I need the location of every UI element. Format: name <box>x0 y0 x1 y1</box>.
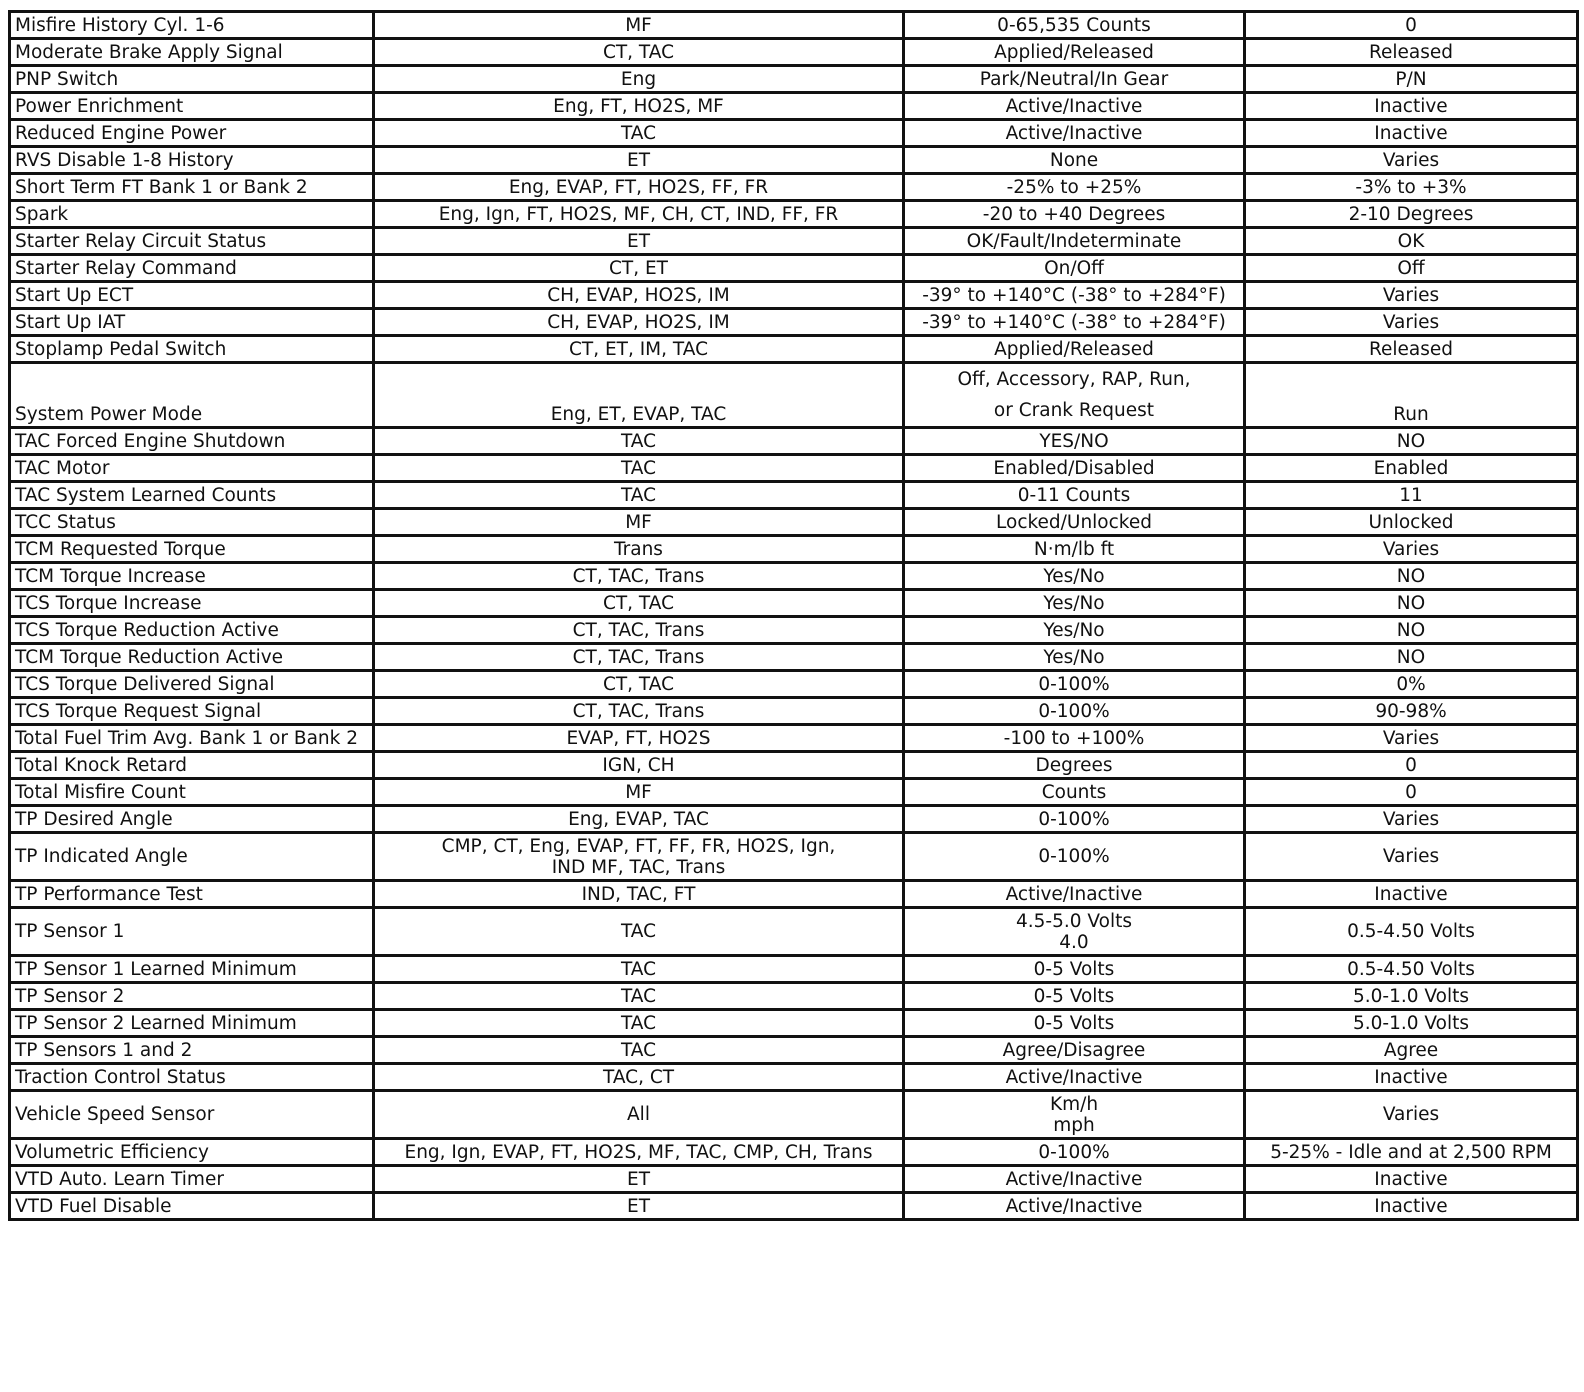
typical-value-cell: Run <box>1245 363 1578 428</box>
parameter-cell: Spark <box>10 201 374 228</box>
table-row <box>10 908 1578 956</box>
typical-value-cell: OK <box>1245 228 1578 255</box>
parameter-cell: RVS Disable 1-8 History <box>10 147 374 174</box>
data-list-cell: Eng, Ign, FT, HO2S, MF, CH, CT, IND, FF, FR <box>374 201 904 228</box>
parameter-cell: Traction Control Status <box>10 1064 374 1091</box>
units-cell: -25% to +25% <box>904 174 1245 201</box>
parameter-cell: Start Up ECT <box>10 282 374 309</box>
table-row <box>10 1064 1578 1091</box>
data-list-cell: Eng, Ign, EVAP, FT, HO2S, MF, TAC, CMP, CH, Trans <box>374 1139 904 1166</box>
typical-value-cell: Varies <box>1245 309 1578 336</box>
parameter-cell: VTD Auto. Learn Timer <box>10 1166 374 1193</box>
parameter-cell: VTD Fuel Disable <box>10 1193 374 1220</box>
parameter-cell: TCS Torque Delivered Signal <box>10 671 374 698</box>
typical-value-cell: 2-10 Degrees <box>1245 201 1578 228</box>
typical-value-cell: P/N <box>1245 66 1578 93</box>
data-list-cell: MF <box>374 12 904 39</box>
data-list-cell: TAC <box>374 428 904 455</box>
parameter-cell: Total Misfire Count <box>10 779 374 806</box>
table-body <box>10 12 1578 1220</box>
table-row <box>10 644 1578 671</box>
table-row <box>10 536 1578 563</box>
parameter-cell: TCM Requested Torque <box>10 536 374 563</box>
units-cell: 0-65,535 Counts <box>904 12 1245 39</box>
data-list-cell: Eng, FT, HO2S, MF <box>374 93 904 120</box>
data-list-cell: ET <box>374 1193 904 1220</box>
data-list-cell: Eng, EVAP, FT, HO2S, FF, FR <box>374 174 904 201</box>
data-list-cell: CT, TAC, Trans <box>374 563 904 590</box>
table-row <box>10 93 1578 120</box>
parameter-cell: TAC System Learned Counts <box>10 482 374 509</box>
table-row <box>10 12 1578 39</box>
typical-value-cell: 0 <box>1245 12 1578 39</box>
data-list-cell: IGN, CH <box>374 752 904 779</box>
data-list-cell: TAC <box>374 482 904 509</box>
typical-value-cell: 0.5-4.50 Volts <box>1245 956 1578 983</box>
table-row <box>10 590 1578 617</box>
parameter-cell: TCS Torque Request Signal <box>10 698 374 725</box>
units-cell: 0-100% <box>904 671 1245 698</box>
typical-value-cell: Enabled <box>1245 455 1578 482</box>
data-list-cell: TAC <box>374 908 904 956</box>
parameter-cell: TP Sensors 1 and 2 <box>10 1037 374 1064</box>
parameter-cell: Misfire History Cyl. 1-6 <box>10 12 374 39</box>
data-list-cell: CT, TAC, Trans <box>374 644 904 671</box>
units-cell: Yes/No <box>904 590 1245 617</box>
typical-value-cell: Released <box>1245 336 1578 363</box>
units-cell: Yes/No <box>904 644 1245 671</box>
data-list-cell: CH, EVAP, HO2S, IM <box>374 282 904 309</box>
typical-value-cell: NO <box>1245 428 1578 455</box>
parameter-cell: Total Fuel Trim Avg. Bank 1 or Bank 2 <box>10 725 374 752</box>
table-row <box>10 363 1578 428</box>
parameter-cell: PNP Switch <box>10 66 374 93</box>
typical-value-cell: 5.0-1.0 Volts <box>1245 983 1578 1010</box>
units-cell: Counts <box>904 779 1245 806</box>
data-list-cell: TAC <box>374 455 904 482</box>
table-row <box>10 881 1578 908</box>
units-cell: Park/Neutral/In Gear <box>904 66 1245 93</box>
table-row <box>10 482 1578 509</box>
typical-value-cell: 11 <box>1245 482 1578 509</box>
parameter-cell: TCM Torque Reduction Active <box>10 644 374 671</box>
table-row <box>10 120 1578 147</box>
table-row <box>10 282 1578 309</box>
units-cell: N·m/lb ft <box>904 536 1245 563</box>
parameter-cell: Stoplamp Pedal Switch <box>10 336 374 363</box>
table-row <box>10 309 1578 336</box>
units-cell: -100 to +100% <box>904 725 1245 752</box>
table-row <box>10 255 1578 282</box>
data-list-cell: EVAP, FT, HO2S <box>374 725 904 752</box>
units-cell: Active/Inactive <box>904 1193 1245 1220</box>
typical-value-cell: NO <box>1245 563 1578 590</box>
table-row <box>10 617 1578 644</box>
units-cell: Active/Inactive <box>904 1166 1245 1193</box>
units-cell: Active/Inactive <box>904 881 1245 908</box>
data-list-cell: CMP, CT, Eng, EVAP, FT, FF, FR, HO2S, Ign, IND MF, TAC, Trans <box>374 833 904 881</box>
table-row <box>10 671 1578 698</box>
units-cell: Yes/No <box>904 617 1245 644</box>
data-list-cell: TAC <box>374 1037 904 1064</box>
data-list-cell: ET <box>374 147 904 174</box>
typical-value-cell: Inactive <box>1245 1166 1578 1193</box>
units-cell: 0-100% <box>904 698 1245 725</box>
units-cell: Enabled/Disabled <box>904 455 1245 482</box>
typical-value-cell: Varies <box>1245 536 1578 563</box>
parameter-cell: Total Knock Retard <box>10 752 374 779</box>
data-list-cell: TAC <box>374 120 904 147</box>
data-list-cell: CT, ET, IM, TAC <box>374 336 904 363</box>
units-cell: Applied/Released <box>904 39 1245 66</box>
typical-value-cell: 5-25% - Idle and at 2,500 RPM <box>1245 1139 1578 1166</box>
table-row <box>10 806 1578 833</box>
parameter-cell: Moderate Brake Apply Signal <box>10 39 374 66</box>
data-list-cell: CT, TAC <box>374 39 904 66</box>
units-cell: Km/h mph <box>904 1091 1245 1139</box>
typical-value-cell: -3% to +3% <box>1245 174 1578 201</box>
typical-value-cell: Varies <box>1245 833 1578 881</box>
units-cell: 0-100% <box>904 1139 1245 1166</box>
data-list-cell: Eng <box>374 66 904 93</box>
table-row <box>10 563 1578 590</box>
table-row <box>10 1166 1578 1193</box>
units-cell: 0-5 Volts <box>904 983 1245 1010</box>
parameter-cell: TCS Torque Reduction Active <box>10 617 374 644</box>
table-row <box>10 1091 1578 1139</box>
table-row <box>10 509 1578 536</box>
typical-value-cell: Agree <box>1245 1037 1578 1064</box>
typical-value-cell: NO <box>1245 644 1578 671</box>
units-cell: 0-5 Volts <box>904 956 1245 983</box>
data-list-cell: TAC <box>374 983 904 1010</box>
typical-value-cell: 0 <box>1245 779 1578 806</box>
parameter-cell: TCM Torque Increase <box>10 563 374 590</box>
typical-value-cell: NO <box>1245 590 1578 617</box>
typical-value-cell: Varies <box>1245 282 1578 309</box>
parameter-cell: TP Desired Angle <box>10 806 374 833</box>
table-row <box>10 428 1578 455</box>
table-row <box>10 983 1578 1010</box>
table-row <box>10 1193 1578 1220</box>
table-row <box>10 174 1578 201</box>
parameter-cell: Starter Relay Circuit Status <box>10 228 374 255</box>
table-row <box>10 752 1578 779</box>
parameter-cell: TP Sensor 2 <box>10 983 374 1010</box>
table-row <box>10 147 1578 174</box>
typical-value-cell: Inactive <box>1245 881 1578 908</box>
data-list-cell: Eng, EVAP, TAC <box>374 806 904 833</box>
units-cell: Off, Accessory, RAP, Run, or Crank Request <box>904 363 1245 428</box>
parameter-cell: TP Sensor 1 Learned Minimum <box>10 956 374 983</box>
units-cell: Agree/Disagree <box>904 1037 1245 1064</box>
parameter-cell: TCS Torque Increase <box>10 590 374 617</box>
data-list-cell: CT, TAC, Trans <box>374 698 904 725</box>
units-cell: Active/Inactive <box>904 1064 1245 1091</box>
typical-value-cell: 90-98% <box>1245 698 1578 725</box>
units-cell: Active/Inactive <box>904 120 1245 147</box>
units-cell: 0-5 Volts <box>904 1010 1245 1037</box>
table-row <box>10 201 1578 228</box>
typical-value-cell: Inactive <box>1245 1064 1578 1091</box>
typical-value-cell: 0.5-4.50 Volts <box>1245 908 1578 956</box>
units-cell: On/Off <box>904 255 1245 282</box>
data-list-cell: CH, EVAP, HO2S, IM <box>374 309 904 336</box>
units-cell: -39° to +140°C (-38° to +284°F) <box>904 282 1245 309</box>
parameter-cell: Start Up IAT <box>10 309 374 336</box>
data-list-cell: IND, TAC, FT <box>374 881 904 908</box>
typical-value-cell: Varies <box>1245 1091 1578 1139</box>
table-row <box>10 779 1578 806</box>
table-row <box>10 336 1578 363</box>
units-cell: Locked/Unlocked <box>904 509 1245 536</box>
units-cell: Yes/No <box>904 563 1245 590</box>
parameter-cell: TAC Forced Engine Shutdown <box>10 428 374 455</box>
units-cell: YES/NO <box>904 428 1245 455</box>
parameter-cell: System Power Mode <box>10 363 374 428</box>
table-row <box>10 228 1578 255</box>
data-list-cell: CT, ET <box>374 255 904 282</box>
table-row <box>10 956 1578 983</box>
table-row <box>10 455 1578 482</box>
data-list-cell: Eng, ET, EVAP, TAC <box>374 363 904 428</box>
data-list-cell: TAC, CT <box>374 1064 904 1091</box>
table-row <box>10 1139 1578 1166</box>
table-row <box>10 725 1578 752</box>
units-cell: None <box>904 147 1245 174</box>
typical-value-cell: Varies <box>1245 725 1578 752</box>
typical-value-cell: NO <box>1245 617 1578 644</box>
data-list-cell: CT, TAC <box>374 590 904 617</box>
units-cell: 0-100% <box>904 833 1245 881</box>
parameter-cell: Vehicle Speed Sensor <box>10 1091 374 1139</box>
units-cell: 0-100% <box>904 806 1245 833</box>
data-list-cell: Trans <box>374 536 904 563</box>
data-list-cell: MF <box>374 779 904 806</box>
typical-value-cell: 0 <box>1245 752 1578 779</box>
parameter-cell: TP Indicated Angle <box>10 833 374 881</box>
parameter-cell: TAC Motor <box>10 455 374 482</box>
data-list-cell: TAC <box>374 956 904 983</box>
parameter-cell: TCC Status <box>10 509 374 536</box>
data-list-cell: ET <box>374 1166 904 1193</box>
table-row <box>10 833 1578 881</box>
parameter-cell: Starter Relay Command <box>10 255 374 282</box>
table-row <box>10 66 1578 93</box>
typical-value-cell: 5.0-1.0 Volts <box>1245 1010 1578 1037</box>
parameter-cell: Reduced Engine Power <box>10 120 374 147</box>
scan-tool-data-table <box>8 10 1579 1221</box>
parameter-cell: Volumetric Efficiency <box>10 1139 374 1166</box>
typical-value-cell: Unlocked <box>1245 509 1578 536</box>
parameter-cell: TP Sensor 2 Learned Minimum <box>10 1010 374 1037</box>
units-cell: Applied/Released <box>904 336 1245 363</box>
parameter-cell: TP Sensor 1 <box>10 908 374 956</box>
data-list-cell: CT, TAC, Trans <box>374 617 904 644</box>
data-list-cell: MF <box>374 509 904 536</box>
units-cell: -39° to +140°C (-38° to +284°F) <box>904 309 1245 336</box>
units-cell: Degrees <box>904 752 1245 779</box>
units-cell: -20 to +40 Degrees <box>904 201 1245 228</box>
units-cell: OK/Fault/Indeterminate <box>904 228 1245 255</box>
parameter-cell: TP Performance Test <box>10 881 374 908</box>
table-row <box>10 1010 1578 1037</box>
data-list-cell: CT, TAC <box>374 671 904 698</box>
typical-value-cell: Varies <box>1245 147 1578 174</box>
typical-value-cell: 0% <box>1245 671 1578 698</box>
parameter-cell: Short Term FT Bank 1 or Bank 2 <box>10 174 374 201</box>
parameter-cell: Power Enrichment <box>10 93 374 120</box>
typical-value-cell: Inactive <box>1245 120 1578 147</box>
table-row <box>10 39 1578 66</box>
units-cell: Active/Inactive <box>904 93 1245 120</box>
typical-value-cell: Off <box>1245 255 1578 282</box>
data-list-cell: All <box>374 1091 904 1139</box>
typical-value-cell: Released <box>1245 39 1578 66</box>
table-row <box>10 698 1578 725</box>
table-row <box>10 1037 1578 1064</box>
typical-value-cell: Inactive <box>1245 93 1578 120</box>
units-cell: 4.5-5.0 Volts 4.0 <box>904 908 1245 956</box>
data-list-cell: ET <box>374 228 904 255</box>
units-cell: 0-11 Counts <box>904 482 1245 509</box>
typical-value-cell: Inactive <box>1245 1193 1578 1220</box>
typical-value-cell: Varies <box>1245 806 1578 833</box>
data-list-cell: TAC <box>374 1010 904 1037</box>
